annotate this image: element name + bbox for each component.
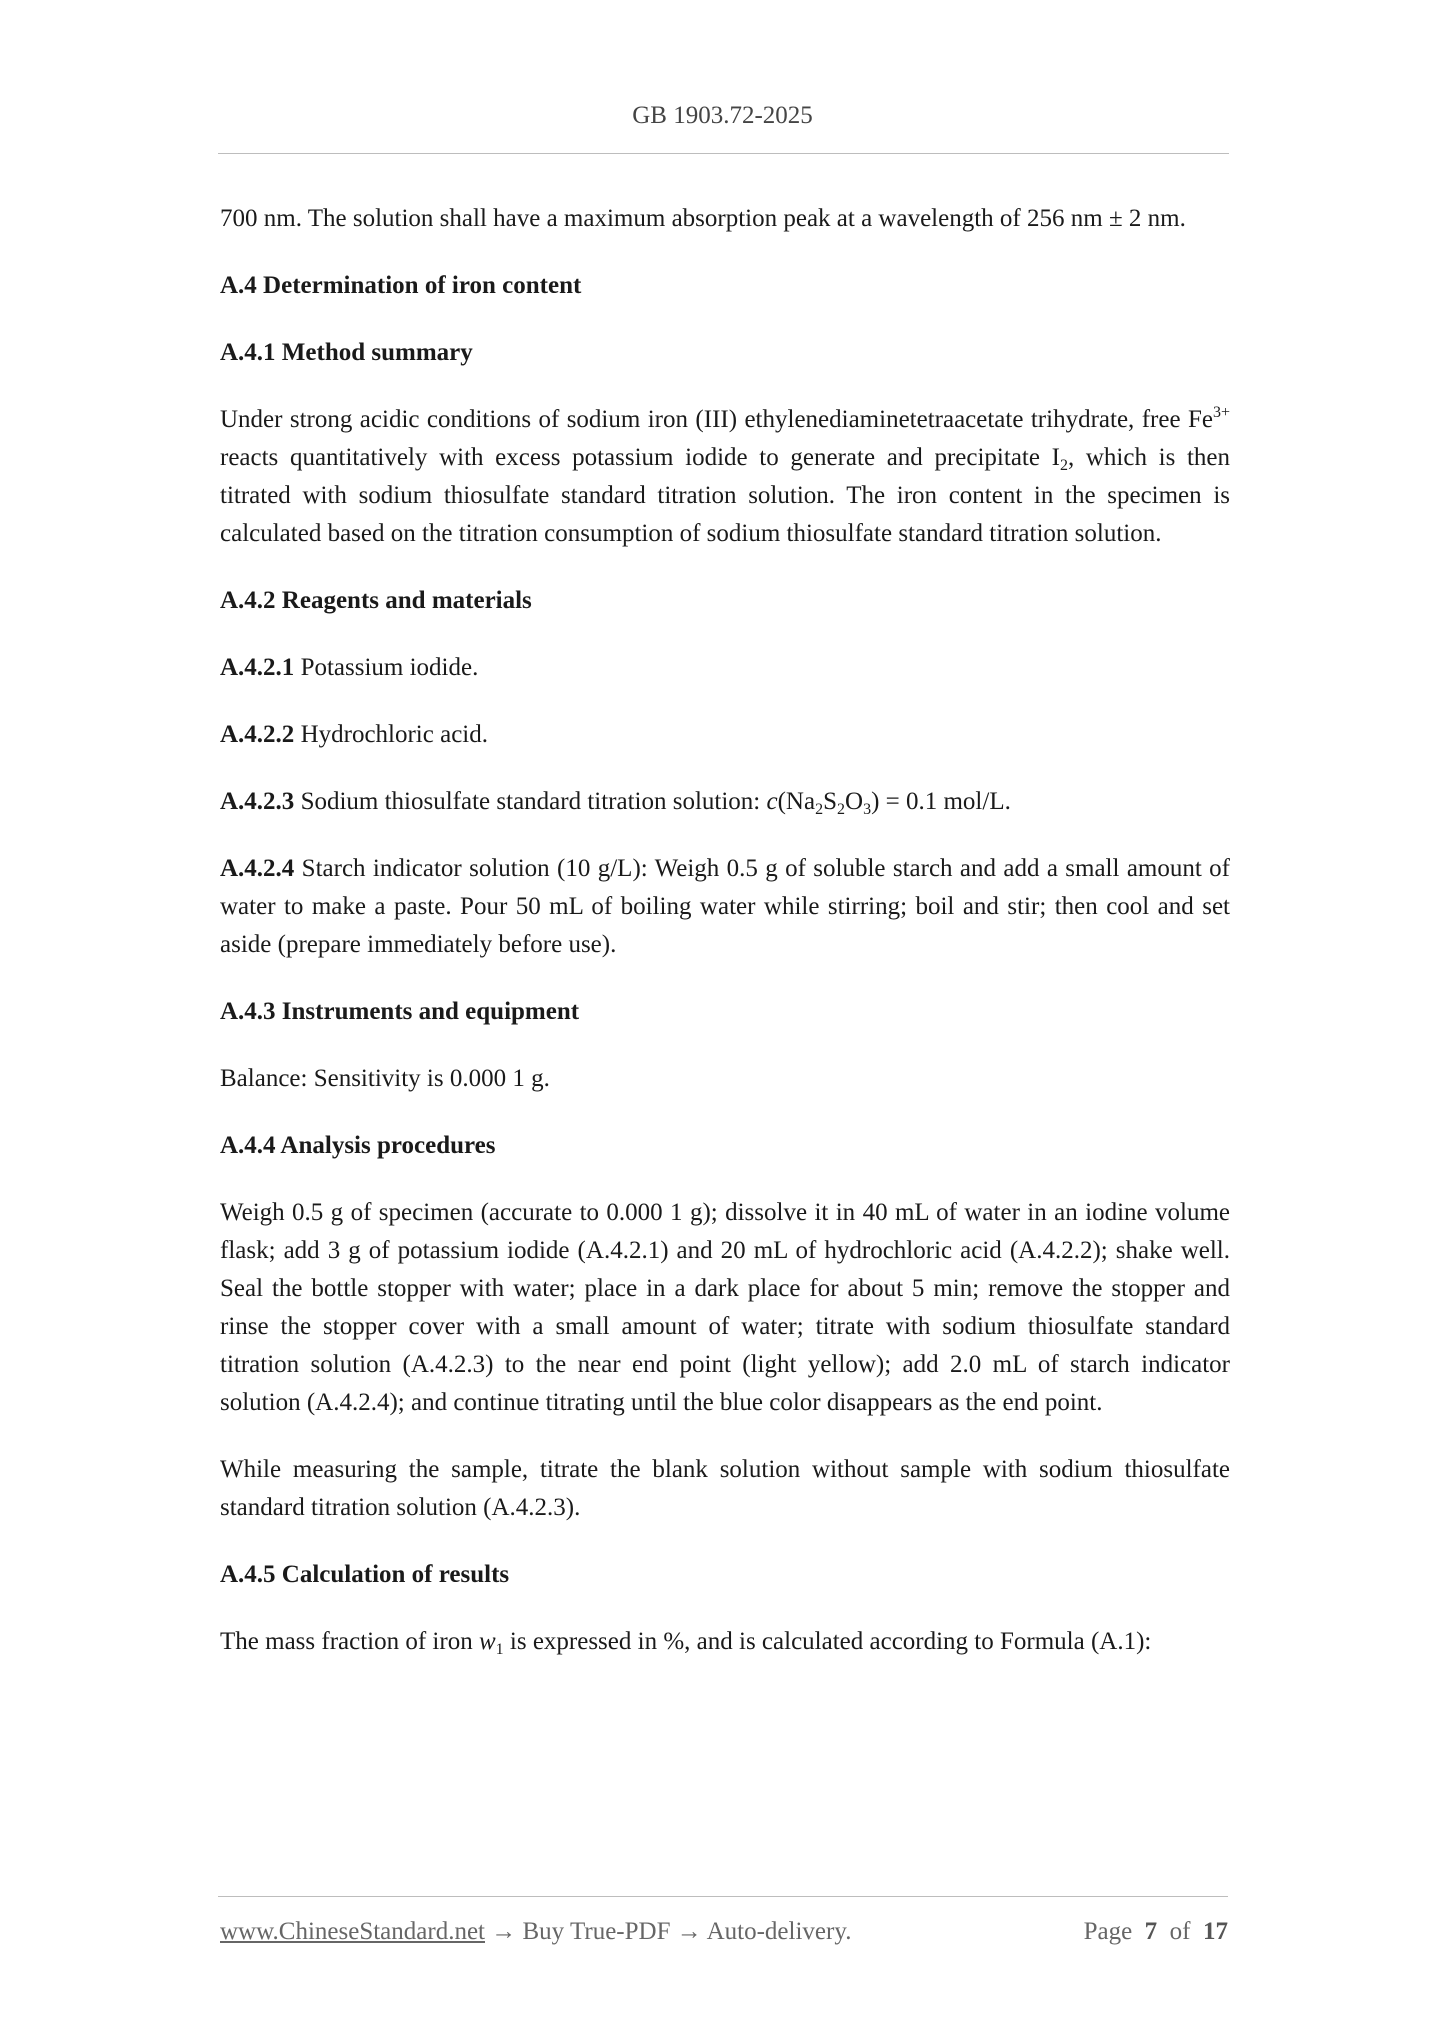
page-footer — [220, 1918, 1228, 1946]
section-heading-a44: A.4.4 Analysis procedures — [220, 1132, 496, 1159]
auto-delivery-text: Auto-delivery. — [706, 1918, 852, 1945]
arrow-right-icon: → — [670, 1918, 707, 1945]
clause-a423: A.4.2.3 Sodium thiosulfate standard titration solution: $c(Na_2S_2O_3) = 0.1$ mol/L. — [220, 788, 1011, 818]
clause-a422: A.4.2.2 Hydrochloric acid. — [220, 721, 488, 748]
clause-a424: A.4.2.4 Starch indicator solution (10 g/L): Weigh 0.5 g of soluble starch and add a small amount of water to make a paste. Pour 50 mL of boiling water while stirring; boil and stir; then cool and set aside (prepare immediately before use). — [220, 855, 1230, 958]
section-heading-a43: A.4.3 Instruments and equipment — [220, 998, 580, 1025]
header-divider — [218, 153, 1229, 154]
procedure-paragraph-1: Weigh 0.5 g of specimen (accurate to 0.000 1 g); dissolve it in 40 mL of water in an iodine volume flask; add 3 g of potassium iodide (A.4.2.1) and 20 mL of hydrochloric acid (A.4.2.2); shake well. Seal the bottle stopper with water; place in a dark place for about 5 min; remove the stopper and rinse the stopper cover with a small amount of water; titrate with sodium thiosulfate standard titration solution (A.4.2.3) to the near end point (light yellow); add 2.0 mL of starch indicator solution (A.4.2.4); and continue titrating until the blue color disappears as the end point. — [220, 1199, 1230, 1416]
intro-paragraph: 700 nm. The solution shall have a maximum absorption peak at a wavelength of 256 nm ± 2 nm. — [220, 205, 1186, 232]
buy-pdf-text: Buy True-PDF — [522, 1918, 671, 1945]
procedure-paragraph-2: While measuring the sample, titrate the blank solution without sample with sodium thiosulfate standard titration solution (A.4.2.3). — [220, 1456, 1230, 1521]
section-heading-a45: A.4.5 Calculation of results — [220, 1561, 510, 1588]
page-number: Page 7 of 17 — [1083, 1918, 1228, 1945]
section-heading-a41: A.4.1 Method summary — [220, 339, 473, 366]
footer-divider — [218, 1896, 1228, 1897]
clause-a421: A.4.2.1 Potassium iodide. — [220, 654, 479, 681]
document-body — [220, 200, 1230, 1690]
calculation-paragraph: The mass fraction of iron $w_1$ is expressed in %, and is calculated according to Formula (A.1): — [220, 1628, 1152, 1658]
method-summary-paragraph: Under strong acidic conditions of sodium iron (III) ethylenediaminetetraacetate trihydrate, free $Fe^{3+}$ reacts quantitatively with excess potassium iodide to generate and precipitate $I_2$, which is then titrated with sodium thiosulfate standard titration solution. The iron content in the specimen is calculated based on the titration consumption of sodium thiosulfate standard titration solution. — [220, 404, 1230, 547]
instruments-paragraph: Balance: Sensitivity is 0.000 1 g. — [220, 1065, 550, 1092]
section-heading-a42: A.4.2 Reagents and materials — [220, 587, 532, 614]
site-link[interactable]: www.ChineseStandard.net — [220, 1918, 485, 1945]
section-heading-a4: A.4 Determination of iron content — [220, 272, 582, 299]
arrow-right-icon: → — [485, 1918, 523, 1945]
page-header-title: GB 1903.72-2025 — [632, 102, 813, 129]
